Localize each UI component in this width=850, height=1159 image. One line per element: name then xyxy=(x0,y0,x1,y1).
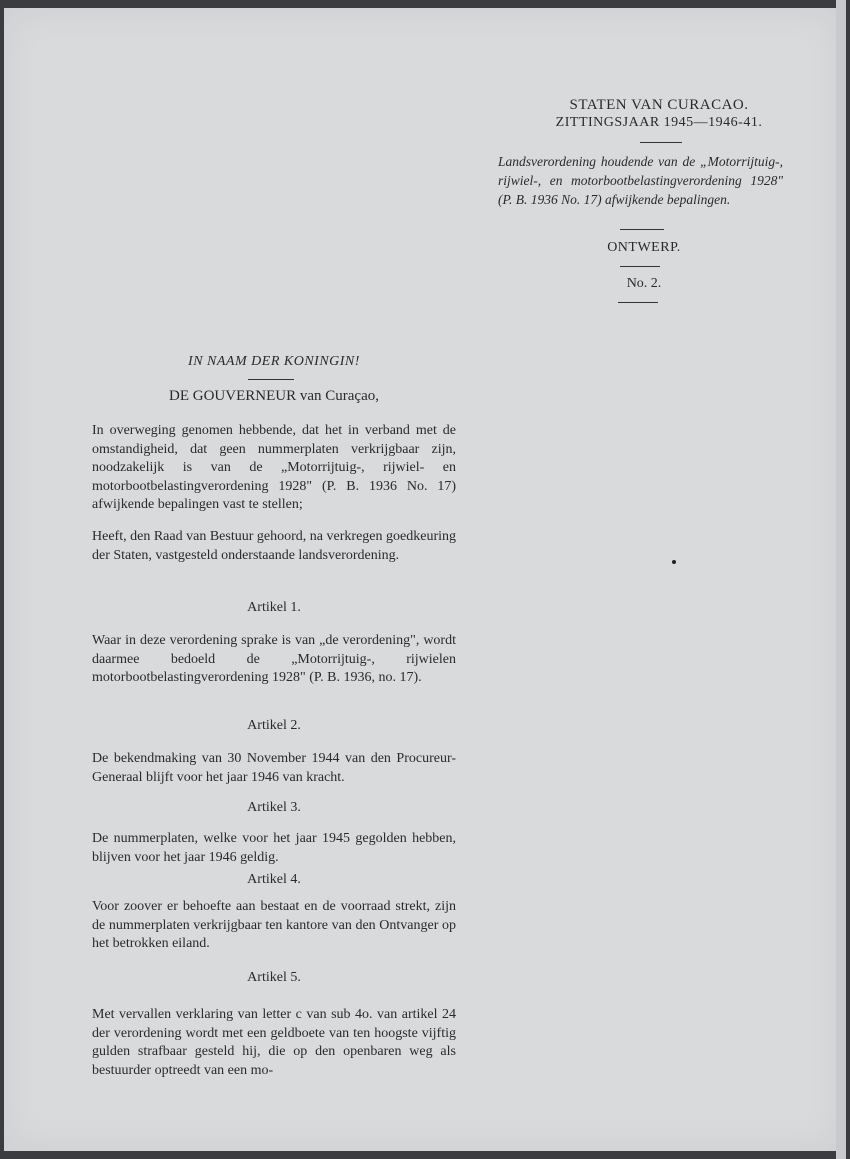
document-number: No. 2. xyxy=(626,276,662,291)
ink-speck xyxy=(672,560,676,564)
article-4-title: Artikel 4. xyxy=(247,872,301,887)
article-2-title: Artikel 2. xyxy=(247,718,301,733)
header-line-2: ZITTINGSJAAR 1945—1946-41. xyxy=(555,115,763,130)
document-page xyxy=(4,8,840,1151)
draft-label: ONTWERP. xyxy=(607,240,681,255)
article-5-text: Met vervallen verklaring van letter c van sub 4o. van artikel 24 der verordening wordt met een geldboete van ten hoogste vijftig gulden strafbaar gesteld hij, die op den openbaren weg als bestuurder optreedt van een mo- xyxy=(92,1007,456,1078)
consideration-paragraph: In overweging genomen hebbende, dat het in verband met de omstandigheid, dat geen nummerplaten verkrijgbaar zijn, noodzakelijk is van de „Motorrijtuig-, rijwiel- en motorbootbelastingverordening 1928" (P. B. 1936 No. 17) afwijkende bepalingen vast te stellen; xyxy=(92,423,456,512)
invocation: IN NAAM DER KONINGIN! xyxy=(188,354,360,369)
article-5-title: Artikel 5. xyxy=(247,970,301,985)
article-3-text: De nummerplaten, welke voor het jaar 1945 gegolden hebben, blijven voor het jaar 1946 geldig. xyxy=(92,831,456,865)
article-1-text: Waar in deze verordening sprake is van „de verordening", wordt daarmee bedoeld de „Motorrijtuig-, rijwielen motorbootbelastingverordening 1928" (P. B. 1936, no. 17). xyxy=(92,633,456,685)
subject-title: Landsverordening houdende van de „Motorrijtuig-, rijwiel-, en motorbootbelastingverordening 1928" (P. B. 1936 No. 17) afwijkende bepalingen. xyxy=(498,154,783,207)
number-divider xyxy=(618,302,658,303)
header-divider xyxy=(640,142,682,143)
article-3-title: Artikel 3. xyxy=(247,800,301,815)
invocation-divider xyxy=(248,379,294,380)
subject-divider xyxy=(620,229,664,230)
authority: DE GOUVERNEUR van Curaçao, xyxy=(169,388,379,404)
article-4-text: Voor zoover er behoefte aan bestaat en de voorraad strekt, zijn de nummerplaten verkrijgbaar ten kantore van den Ontvanger op het betrokken eiland. xyxy=(92,899,456,951)
enactment-paragraph: Heeft, den Raad van Bestuur gehoord, na verkregen goedkeuring der Staten, vastgesteld onderstaande landsverordening. xyxy=(92,529,456,563)
page-edge xyxy=(836,0,846,1159)
document-header xyxy=(494,96,794,143)
article-2-text: De bekendmaking van 30 November 1944 van den Procureur-Generaal blijft voor het jaar 1946 van kracht. xyxy=(92,751,456,785)
draft-divider xyxy=(620,266,660,267)
header-line-1: STATEN VAN CURACAO. xyxy=(569,97,749,113)
article-1-title: Artikel 1. xyxy=(247,600,301,615)
